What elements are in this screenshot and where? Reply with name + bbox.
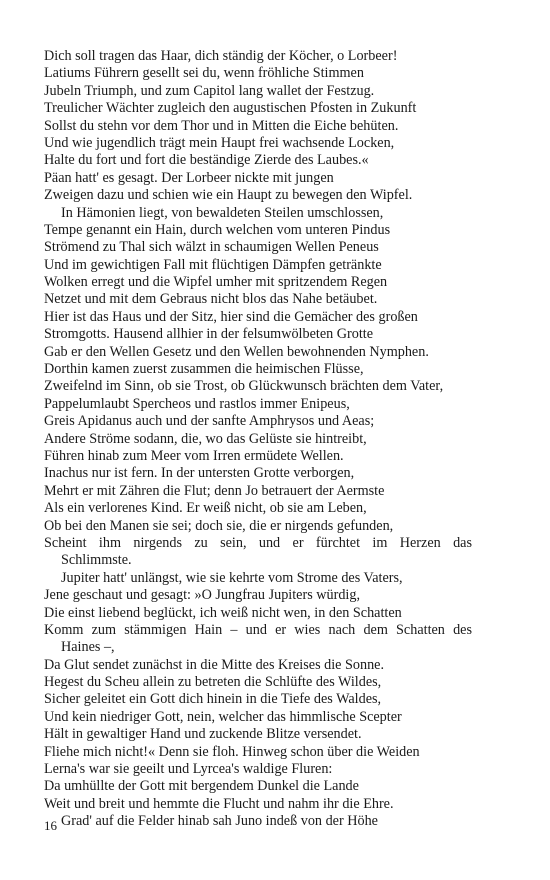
verse-line: Hier ist das Haus und der Sitz, hier sind die Gemächer des großen	[44, 308, 418, 325]
verse-line: Da umhüllte der Gott mit bergendem Dunkel die Lande	[44, 778, 359, 795]
verse-line: Stromgotts. Hausend allhier in der felsumwölbeten Grotte	[44, 326, 374, 343]
verse-line: Pappelumlaubt Spercheos und rastlos immer Enipeus,	[44, 395, 350, 412]
verse-line: Scheint ihm nirgends zu sein, und er fürchtet im Herzen das	[44, 534, 472, 551]
verse-line: Und wie jugendlich trägt mein Haupt frei wachsende Locken,	[44, 134, 395, 151]
verse-line: Sollst du stehn vor dem Thor und in Mitten die Eiche behüten.	[44, 117, 399, 134]
verse-line: Jubeln Triumph, und zum Capitol lang wallet der Festzug.	[44, 82, 375, 99]
verse-line: Zweifelnd im Sinn, ob sie Trost, ob Glückwunsch brächten dem Vater,	[44, 378, 444, 395]
verse-line: Andere Ströme sodann, die, wo das Gelüste sie hintreibt,	[44, 430, 367, 447]
verse-line: Sicher geleitet ein Gott dich hinein in die Tiefe des Waldes,	[44, 691, 382, 708]
verse-line: Als ein verlorenes Kind. Er weiß nicht, ob sie am Leben,	[44, 500, 367, 517]
verse-line: Grad' auf die Felder hinab sah Juno indeß von der Höhe	[61, 813, 378, 830]
verse-line: Zweigen dazu und schien wie ein Haupt zu bewegen den Wipfel.	[44, 187, 413, 204]
verse-line: Halte du fort und fort die beständige Zierde des Laubes.«	[44, 152, 369, 169]
verse-line: Gab er den Wellen Gesetz und den Wellen bewohnenden Nymphen.	[44, 343, 429, 360]
verse-line: Treulicher Wächter zugleich den augustischen Pfosten in Zukunft	[44, 100, 417, 117]
verse-line: In Hämonien liegt, von bewaldeten Steilen umschlossen,	[61, 204, 384, 221]
verse-line: Jene geschaut und gesagt: »O Jungfrau Jupiters würdig,	[44, 587, 360, 604]
verse-line: Führen hinab zum Meer vom Irren ermüdete Wellen.	[44, 447, 344, 464]
verse-line: Die einst liebend beglückt, ich weiß nicht wen, in den Schatten	[44, 604, 402, 621]
verse-line: Fliehe mich nicht!« Denn sie floh. Hinweg schon über die Weiden	[44, 743, 420, 760]
verse-line: Lerna's war sie geeilt und Lyrcea's waldige Fluren:	[44, 761, 333, 778]
verse-line: Mehrt er mit Zähren die Flut; denn Jo betrauert der Aermste	[44, 482, 385, 499]
verse-line: Strömend zu Thal sich wälzt in schaumigen Wellen Peneus	[44, 239, 379, 256]
verse-line: Haines –,	[61, 639, 115, 656]
verse-line: Greis Apidanus auch und der sanfte Amphrysos und Aeas;	[44, 413, 375, 430]
verse-line: Dorthin kamen zuerst zusammen die heimischen Flüsse,	[44, 361, 364, 378]
verse-line: Schlimmste.	[61, 552, 132, 569]
verse-line: Komm zum stämmigen Hain – und er wies nach dem Schatten des	[44, 621, 472, 638]
verse-line: Tempe genannt ein Hain, durch welchen vom unteren Pindus	[44, 221, 391, 238]
verse-line: Weit und breit und hemmte die Flucht und nahm ihr die Ehre.	[44, 795, 394, 812]
verse-line: Da Glut sendet zunächst in die Mitte des Kreises die Sonne.	[44, 656, 385, 673]
verse-line: Päan hatt' es gesagt. Der Lorbeer nickte mit jungen	[44, 169, 334, 186]
verse-line: Und kein niedriger Gott, nein, welcher das himmlische Scepter	[44, 708, 402, 725]
verse-line: Hält in gewaltiger Hand und zuckende Blitze versendet.	[44, 726, 362, 743]
verse-line: Jupiter hatt' unlängst, wie sie kehrte vom Strome des Vaters,	[61, 569, 403, 586]
verse-line: Netzet und mit dem Gebraus nicht blos das Nahe betäubet.	[44, 291, 378, 308]
poem-text-block	[44, 48, 472, 831]
page-number: 16	[44, 818, 57, 833]
verse-line: Ob bei den Manen sie sei; doch sie, die er nirgends gefunden,	[44, 517, 394, 534]
verse-line: Dich soll tragen das Haar, dich ständig der Köcher, o Lorbeer!	[44, 48, 398, 64]
verse-line: Und im gewichtigen Fall mit flüchtigen Dämpfen getränkte	[44, 256, 382, 273]
verse-line: Latiums Führern gesellt sei du, wenn fröhliche Stimmen	[44, 65, 364, 82]
verse-line: Inachus nur ist fern. In der untersten Grotte verborgen,	[44, 465, 355, 482]
verse-line: Wolken erregt und die Wipfel umher mit spritzendem Regen	[44, 274, 388, 291]
verse-line: Hegest du Scheu allein zu betreten die Schlüfte des Wildes,	[44, 674, 382, 691]
